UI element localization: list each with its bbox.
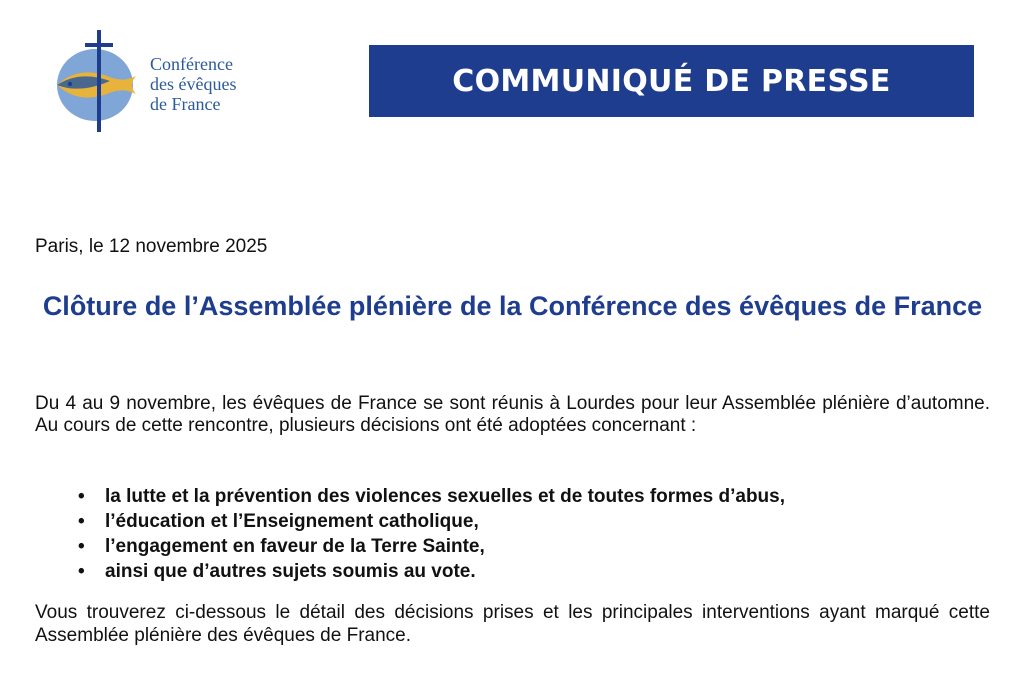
list-item (78, 559, 785, 584)
list-item (78, 484, 785, 509)
logo-line-2: des évêques (150, 74, 237, 94)
banner-title: COMMUNIQUÉ DE PRESSE (452, 63, 891, 99)
cef-logo (40, 28, 270, 138)
list-item-text: la lutte et la prévention des violences sexuelles et de toutes formes d’abus, (105, 486, 786, 507)
bullet-icon: • (78, 486, 85, 507)
document-title: Clôture de l’Assemblée plénière de la Conférence des évêques de France (42, 291, 983, 321)
document-date: Paris, le 12 novembre 2025 (35, 236, 268, 257)
bullet-icon: • (78, 561, 85, 582)
cross-fish-emblem-icon (40, 28, 150, 138)
bullet-icon: • (78, 536, 85, 557)
press-release-banner (369, 45, 974, 117)
intro-paragraph: Du 4 au 9 novembre, les évêques de France se sont réunis à Lourdes pour leur Assemblée plénière d’automne. Au cours de cette rencontre, plusieurs décisions ont été adoptées concernant : (35, 393, 990, 436)
logo-line-3: de France (150, 94, 221, 114)
list-item (78, 534, 785, 559)
logo-wordmark (150, 54, 236, 114)
list-item-text: l’engagement en faveur de la Terre Sainte, (105, 536, 485, 557)
logo-line-1: Conférence (150, 54, 233, 74)
bullet-icon: • (78, 511, 85, 532)
list-item (78, 509, 785, 534)
decisions-list (78, 484, 785, 584)
list-item-text: l’éducation et l’Enseignement catholique, (105, 511, 479, 532)
outro-paragraph: Vous trouverez ci-dessous le détail des décisions prises et les principales interventions ayant marqué cette Assemblée plénière des évêques de France. (35, 602, 990, 646)
list-item-text: ainsi que d’autres sujets soumis au vote. (105, 561, 476, 582)
